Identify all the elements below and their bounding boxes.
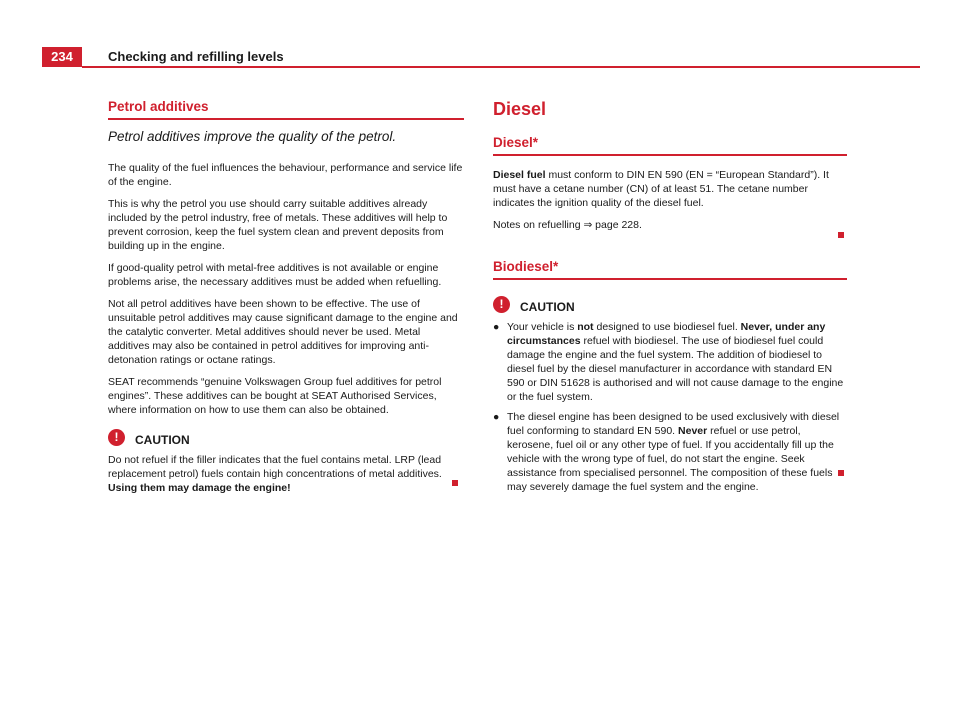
section-end-marker <box>838 470 844 476</box>
caution-text-regular: Do not refuel if the filler indicates that the fuel contains metal. LRP (lead replacement petrol) fuels contain high concentrations of metal additives. <box>108 454 442 480</box>
caution-label: CAUTION <box>135 433 190 447</box>
paragraph: This is why the petrol you use should carry suitable additives already included by the petrol industry, free of metals. These additives will help to prevent corrosion, keep the fuel system clean and prevent deposits from building up in the engine. <box>108 198 448 252</box>
paragraph: The quality of the fuel influences the behaviour, performance and service life of the engine. <box>108 162 463 188</box>
left-column <box>108 98 464 503</box>
exclamation-icon: ! <box>108 429 125 446</box>
cross-reference[interactable]: Notes on refuelling ⇒ page 228. <box>493 219 642 231</box>
diesel-fuel-term: Diesel fuel <box>493 169 546 181</box>
section-subtitle: Petrol additives improve the quality of the petrol. <box>108 129 397 144</box>
section-end-marker <box>838 232 844 238</box>
section-title-biodiesel: Biodiesel* <box>493 259 559 274</box>
caution-header <box>108 429 464 447</box>
caution-bullet <box>493 410 847 494</box>
chapter-title-diesel: Diesel <box>493 99 547 119</box>
header-divider <box>82 66 920 68</box>
diesel-fuel-text: must conform to DIN EN 590 (EN = “European Standard”). It must have a cetane number (CN) of at least 51. The cetane number indicates the ignition quality of the diesel fuel. <box>493 169 829 209</box>
caution-bullet <box>493 320 847 404</box>
paragraph: SEAT recommends “genuine Volkswagen Group fuel additives for petrol engines”. These additives can be bought at SEAT Authorised Services, where information on how to use them can also be obtained. <box>108 376 442 416</box>
right-column <box>493 98 847 500</box>
caution-text-bold: Using them may damage the engine! <box>108 482 291 494</box>
section-title-diesel: Diesel* <box>493 135 539 150</box>
paragraph: If good-quality petrol with metal-free additives is not available or engine problems arise, the necessary additives must be added when refuelling. <box>108 262 442 288</box>
bullet-text: The diesel engine has been designed to be used exclusively with diesel fuel conforming to standard EN 590. Never refuel or use petrol, kerosene, fuel oil or any other type of fuel. If you accidentally fill up the vehicle with the wrong type of fuel, do not start the engine. Seek assistance from specialised personnel. The composition of these fuels may severely damage the fuel system and the engine. <box>507 411 840 493</box>
caution-header <box>493 296 847 314</box>
bullet-icon: ● <box>493 411 500 423</box>
section-divider <box>493 154 847 156</box>
paragraph <box>493 168 847 210</box>
caution-label: CAUTION <box>520 300 575 314</box>
paragraph: Not all petrol additives have been shown to be effective. The use of unsuitable petrol additives may cause significant damage to the engine and the catalytic converter. Metal additives should never be used. Metal additives may also be contained in petrol additives for improving anti-detonation ratings or octane ratings. <box>108 298 458 366</box>
caution-text <box>108 453 464 495</box>
bullet-icon: ● <box>493 321 500 333</box>
section-divider <box>108 118 464 120</box>
section-divider <box>493 278 847 280</box>
page-number: 234 <box>42 47 82 67</box>
section-title-petrol-additives: Petrol additives <box>108 99 209 114</box>
exclamation-icon: ! <box>493 296 510 313</box>
section-end-marker <box>452 480 458 486</box>
bullet-text: Your vehicle is not designed to use biodiesel fuel. Never, under any circumstances refuel with biodiesel. The use of biodiesel fuel could damage the engine and the fuel system. The addition of biodiesel to diesel fuel by the diesel manufacturer in accordance with standard EN 590 or DIN 51628 is authorised and will not cause damage to the engine or the fuel system. <box>507 321 844 403</box>
running-header-title: Checking and refilling levels <box>108 49 284 64</box>
